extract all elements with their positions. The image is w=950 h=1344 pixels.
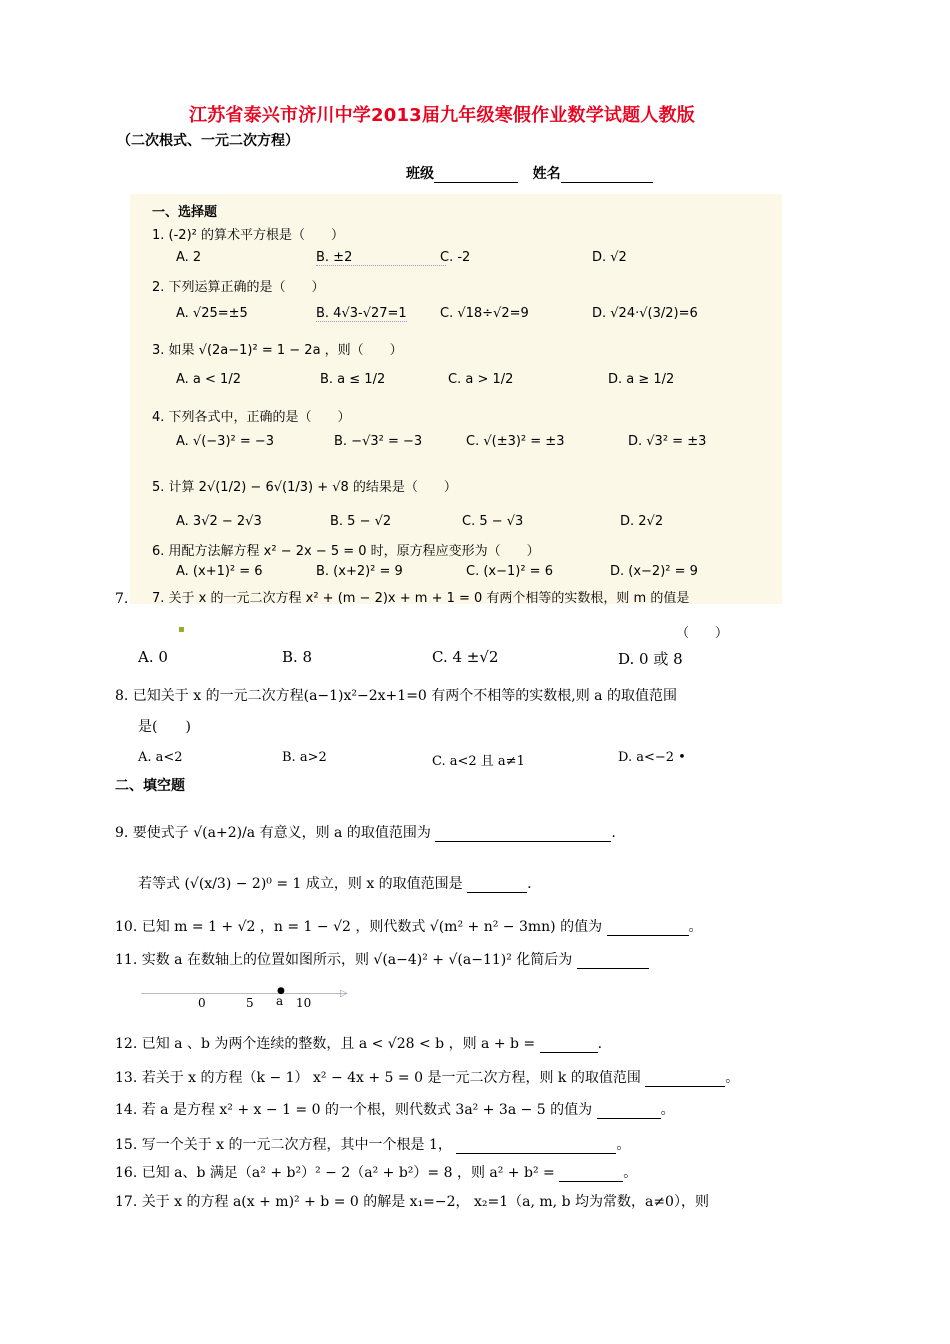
q10-text: 10. 已知 m = 1 + √2 ，n = 1 − √2 ，则代数式 √(m² + n² − 3mn) 的值为 <box>115 919 603 935</box>
q10-answer-blank[interactable] <box>607 921 689 936</box>
q4-option-c: C. √(±3)² = ±3 <box>466 434 565 449</box>
q3-option-b: B. a ≤ 1/2 <box>320 372 386 387</box>
q4-option-a: A. √(−3)² = −3 <box>176 434 275 449</box>
q4-option-b: B. −√3² = −3 <box>334 434 423 449</box>
question-9: 9. 要使式子 √(a+2)/a 有意义，则 a 的取值范围为 . <box>115 825 616 841</box>
q9-text: 9. 要使式子 √(a+2)/a 有意义，则 a 的取值范围为 <box>115 825 431 841</box>
q2-option-c: C. √18÷√2=9 <box>440 306 529 321</box>
axis-label-a: a <box>276 994 284 1008</box>
q3-option-c: C. a > 1/2 <box>448 372 514 387</box>
question-image-panel <box>130 194 782 604</box>
axis-label-0: 0 <box>198 996 206 1010</box>
q3-option-d: D. a ≥ 1/2 <box>608 372 675 387</box>
q2-option-d: D. √24·√(3/2)=6 <box>592 306 698 321</box>
q9b-text: 若等式 (√(x/3) − 2)⁰ = 1 成立，则 x 的取值范围是 <box>138 876 463 892</box>
question-5: 5. 计算 2√(1/2) − 6√(1/3) + √8 的结果是（ ） <box>152 480 457 495</box>
q12-answer-blank[interactable] <box>540 1038 598 1053</box>
q6-option-b: B. (x+2)² = 9 <box>316 564 403 579</box>
question-13: 13. 若关于 x 的方程（k − 1） x² − 4x + 5 = 0 是一元二次方程，则 k 的取值范围 。 <box>115 1070 740 1086</box>
q4-option-d: D. √3² = ±3 <box>628 434 707 449</box>
q5-option-b: B. 5 − √2 <box>330 514 392 529</box>
q12-text: 12. 已知 a 、b 为两个连续的整数，且 a < √28 < b ，则 a + b = <box>115 1036 536 1052</box>
question-9b: 若等式 (√(x/3) − 2)⁰ = 1 成立，则 x 的取值范围是 . <box>138 876 532 892</box>
marker-dot: ▪ <box>178 624 185 635</box>
q7-option-a: A. 0 <box>138 648 168 666</box>
document-title: 江苏省泰兴市济川中学2013届九年级寒假作业数学试题人教版 <box>189 105 695 126</box>
q8-option-c: C. a<2 且 a≠1 <box>432 754 525 769</box>
q1-option-d: D. √2 <box>592 250 627 265</box>
axis-label-5: 5 <box>246 996 254 1010</box>
q9b-answer-blank[interactable] <box>467 878 527 893</box>
q2-option-b: B. 4√3-√27=1 <box>316 306 407 321</box>
q6-option-d: D. (x−2)² = 9 <box>610 564 698 579</box>
question-3: 3. 如果 √(2a−1)² = 1 − 2a ，则（ ） <box>152 343 403 358</box>
question-6: 6. 用配方法解方程 x² − 2x − 5 = 0 时，原方程应变形为（ ） <box>152 544 540 559</box>
number-line <box>141 993 347 994</box>
question-15: 15. 写一个关于 x 的一元二次方程，其中一个根是 1， 。 <box>115 1137 631 1153</box>
class-name-line <box>406 163 653 183</box>
question-1: 1. (-2)² 的算术平方根是（ ） <box>152 228 344 243</box>
question-2: 2. 下列运算正确的是（ ） <box>152 280 325 295</box>
q7-answer-paren: （ ） <box>676 626 729 641</box>
question-4: 4. 下列各式中，正确的是（ ） <box>152 410 351 425</box>
q1-option-b: B. ±2 <box>316 250 446 266</box>
q11-text: 11. 实数 a 在数轴上的位置如图所示，则 √(a−4)² + √(a−11)² 化简后为 <box>115 952 573 968</box>
q1-option-a: A. 2 <box>176 250 202 265</box>
question-7-number: 7. <box>115 591 129 607</box>
q11-answer-blank[interactable] <box>577 954 649 969</box>
q13-text: 13. 若关于 x 的方程（k − 1） x² − 4x + 5 = 0 是一元二次方程，则 k 的取值范围 <box>115 1070 641 1086</box>
q8-option-a: A. a<2 <box>138 750 183 765</box>
name-label: 姓名 <box>532 166 561 182</box>
question-12: 12. 已知 a 、b 为两个连续的整数，且 a < √28 < b ，则 a + b = . <box>115 1036 603 1052</box>
section-fill-heading: 二、填空题 <box>115 778 185 794</box>
question-10: 10. 已知 m = 1 + √2 ，n = 1 − √2 ，则代数式 √(m² + n² − 3mn) 的值为 。 <box>115 919 703 935</box>
q15-answer-blank[interactable] <box>456 1139 616 1154</box>
q6-option-a: A. (x+1)² = 6 <box>176 564 263 579</box>
question-8-cont: 是( ) <box>138 719 191 735</box>
q16-answer-blank[interactable] <box>559 1167 623 1182</box>
q3-option-a: A. a < 1/2 <box>176 372 241 387</box>
q16-text: 16. 已知 a、b 满足（a² + b²）² − 2（a² + b²）= 8 ，则 a² + b² = <box>115 1165 555 1181</box>
q5-option-a: A. 3√2 − 2√3 <box>176 514 262 529</box>
q6-option-c: C. (x−1)² = 6 <box>466 564 553 579</box>
class-label: 班级 <box>406 166 434 182</box>
q13-answer-blank[interactable] <box>645 1072 725 1087</box>
class-blank[interactable] <box>434 168 518 183</box>
q7-option-d: D. 0 或 8 <box>618 650 683 668</box>
q14-answer-blank[interactable] <box>597 1104 661 1119</box>
q5-option-c: C. 5 − √3 <box>462 514 524 529</box>
q2-option-a: A. √25=±5 <box>176 306 248 321</box>
question-8: 8. 已知关于 x 的一元二次方程(a−1)x²−2x+1=0 有两个不相等的实数根,则 a 的取值范围 <box>115 688 677 704</box>
q7-option-c: C. 4 ±√2 <box>432 648 499 666</box>
point-a-marker: ● <box>277 986 285 996</box>
q8-option-b: B. a>2 <box>282 750 327 765</box>
section-choice-heading: 一、选择题 <box>152 205 218 220</box>
document-subtitle: （二次根式、一元二次方程） <box>117 133 299 149</box>
q9-answer-blank[interactable] <box>435 827 611 842</box>
question-16: 16. 已知 a、b 满足（a² + b²）² − 2（a² + b²）= 8 ，则 a² + b² = 。 <box>115 1165 638 1181</box>
question-14: 14. 若 a 是方程 x² + x − 1 = 0 的一个根，则代数式 3a² + 3a − 5 的值为 。 <box>115 1102 675 1118</box>
question-17: 17. 关于 x 的方程 a(x + m)² + b = 0 的解是 x₁=−2， x₂=1（a, m, b 均为常数，a≠0），则 <box>115 1194 709 1210</box>
q14-text: 14. 若 a 是方程 x² + x − 1 = 0 的一个根，则代数式 3a² + 3a − 5 的值为 <box>115 1102 593 1118</box>
question-7: 7. 关于 x 的一元二次方程 x² + (m − 2)x + m + 1 = 0 有两个相等的实数根，则 m 的值是 <box>152 591 690 606</box>
q1-option-c: C. -2 <box>440 250 471 265</box>
q8-option-d: D. a<−2 • <box>618 750 686 765</box>
q15-text: 15. 写一个关于 x 的一元二次方程，其中一个根是 1， <box>115 1137 452 1153</box>
name-blank[interactable] <box>561 168 653 183</box>
question-11 <box>115 949 649 969</box>
axis-label-10: 10 <box>296 996 312 1010</box>
number-line-arrow-icon: ▷ <box>340 988 348 999</box>
q5-option-d: D. 2√2 <box>620 514 664 529</box>
q7-option-b: B. 8 <box>282 648 313 666</box>
